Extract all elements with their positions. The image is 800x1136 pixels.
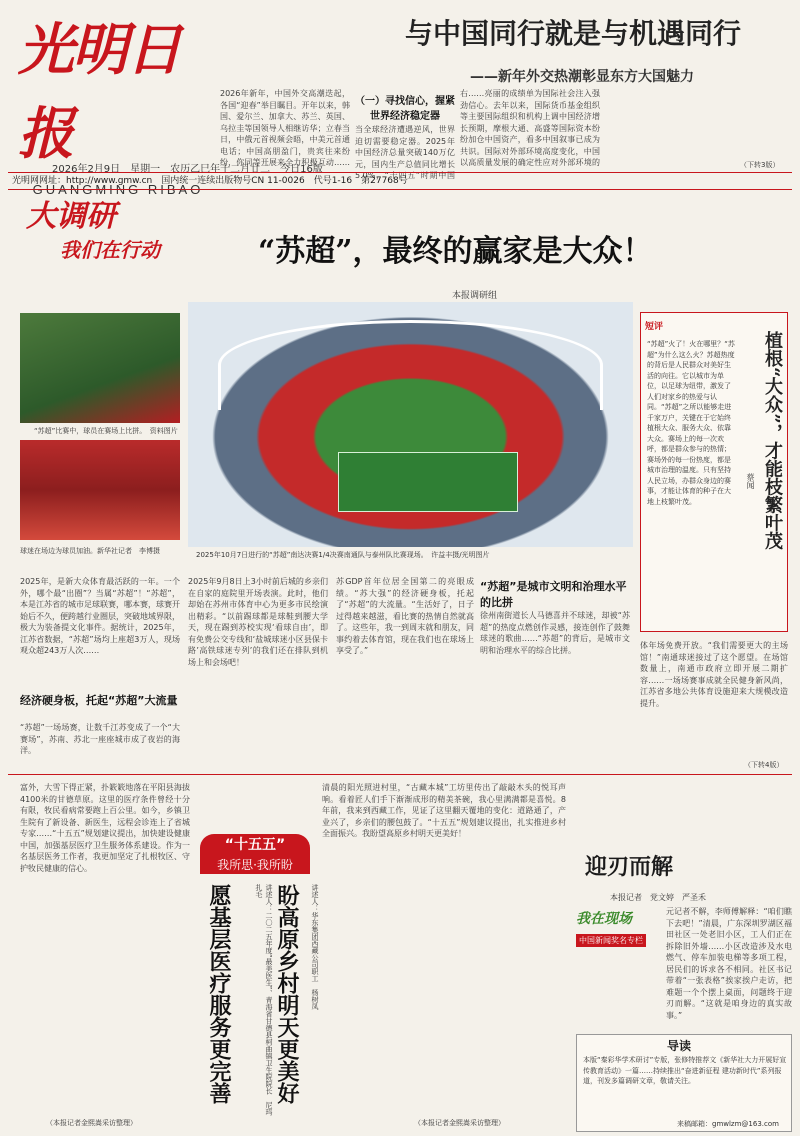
bottom-mid-credit: （本报记者金熙嵩采访整理）	[414, 1119, 505, 1127]
scene-badge-sub: 中国新闻奖名专栏	[576, 934, 646, 947]
date-line: 2026年2月9日 星期一 农历乙巳年十二月廿二 今日16版	[52, 164, 323, 175]
bottom-left-credit: （本报记者金熙嵩采访整理）	[46, 1119, 137, 1127]
bottom-left-text: 富外，大雪下得正紧，扑簌簌地落在平阳县海拔4100米的甘德草原。这里的医疗条件曾经十分有限，牧民看病常要跑上百公里。如今，乡镇卫生院有了新设备、新医生，远程会诊连上了省城专家……“十五五”规划建议提出，加快建设健康中国，加强基层医疗卫生服务体系建设。作为一名基层医务工作者，我更加坚定了扎根牧区、守护牧民健康的信心。	[20, 783, 190, 873]
section-divider	[8, 774, 792, 775]
main-story-col1b: “苏超”一场场赛，让数千江苏变成了一个“大赛场”，苏南、苏北一座座城市成了夜岩的海洋。	[20, 723, 180, 755]
main-story-col3: 苏GDP首年位居全国第二的亮眼成绩。“苏大强”的经济硬身板，托起了“苏超”的大流量。“生活好了，日子过得越来越滋，看比赛的热情自然就高了。这些年，我一到周末就和朋友，同事约着去体育馆，现在我们也在球场上享受了。”	[336, 577, 474, 655]
main-story-col4: 徐州南街道长人马德喜并不球迷，却被“苏超”的热度点燃创作灵感，接连创作了鼓舞球迷的歌曲……“苏超”的背后，是城市文明和治理水平的综合比拼。	[480, 611, 630, 655]
main-story-section-head2: “苏超”是城市文明和治理水平的比拼	[480, 580, 627, 609]
right-article-byline: 本报记者 党文婷 严圣禾	[610, 893, 706, 902]
main-story-continued: （下转4版）	[744, 761, 784, 769]
top-story-section-head: （一）寻找信心，握紧世界经济稳定器	[355, 96, 455, 122]
banner-line1: “十五五”	[200, 834, 310, 856]
top-subheadline: ——新年外交热潮彰显东方大国魅力	[470, 69, 694, 85]
photo-caption-left2: 球迷在场边为球员加油。新华社记者 李博摄	[20, 547, 160, 555]
article-a-author: 讲述人：二〇二五年度“最美医生”、青海省甘德县柯曲镇卫生院院长 尼玛扎毛	[255, 884, 273, 1116]
right-article-title[interactable]: 迎刃而解	[585, 854, 674, 880]
guide-title: 导读	[667, 1039, 692, 1053]
scene-badge-title: 我在现场	[576, 911, 632, 927]
photo-players	[20, 313, 180, 423]
main-story-col5: 体年场免费开放。“我们需要更大的主场馆！”南通球迷接过了这个愿望。在场馆数量上，南通市政府立即开展二期扩容……一场场赛事成就全民健身新风尚，江苏省多地公共体育设施迎来大规模改造提升。	[640, 641, 788, 708]
top-story-continued: （下转3版）	[740, 161, 780, 169]
commentary-author: 蔡闻	[746, 473, 755, 489]
main-story-title[interactable]: “苏超”，最终的赢家是大众！	[258, 234, 653, 269]
photo-fans	[20, 440, 180, 540]
feature-tag	[8, 200, 203, 270]
photo-caption-main: 2025年10月7日进行的“苏超”南达决赛1/4决赛南通队与泰州队比赛现场。 许益丰摄/光明图片	[196, 551, 490, 559]
top-story-col3: 右……亮丽的成绩单为国际社会注入强劲信心。去年以来，国际货币基金组织等主要国际组织和机构上调中国经济增长预期，摩根大通、高盛等国际资本纷纷加仓中国资产，看多中国叙事已成为共识。国际对外部环境高度变化，中国以高质量发展的确定性应对外部环境的	[460, 89, 600, 167]
fifteen-five-banner	[200, 834, 310, 874]
main-story-section-head1: 经济硬身板，托起“苏超”大流量	[20, 694, 178, 707]
top-story-col2	[355, 92, 455, 180]
stadium-pitch	[338, 452, 518, 512]
guide-text: 本版“秦彩华学术研讨”专版，张修特推荐文《新华社大力开展好宣传教育活动》一篇……持续推出“奋进新征程 建功新时代”系列报道，刊发多篇调研文章，敬请关注。	[583, 1056, 787, 1085]
scene-badge	[576, 908, 656, 945]
photo-stadium	[188, 302, 633, 547]
guide-email[interactable]: 来稿邮箱：gmwlzm@163.com	[677, 1120, 779, 1128]
commentary-tag: 短评	[645, 322, 664, 332]
commentary-text: “苏超”火了！火在哪里？“苏超”为什么这么火？苏超热度的背后是人民群众对美好生活的向往。它以城市为单位，以足球为纽带，激发了人们对家乡的热爱与认同。“苏超”之所以能够走进千家万户，关键在于它始终植根大众、服务大众、依靠大众。赛场上的每一次欢呼，都是群众参与的热情；赛场外的每一份热度，都是城市治理的温度。只有坚持人民立场，办群众身边的赛事，才能让体育的种子在大地上枝繁叶茂。	[647, 340, 735, 506]
logo-pinyin: GUANGMING RIBAO	[32, 182, 204, 197]
feature-tag-line2: 我们在行动	[60, 238, 160, 262]
article-a-title[interactable]: 愿基层医疗服务更完善	[206, 884, 232, 1104]
article-b-author: 讲述人：华东集团西藏公司职工 杨树凤	[311, 884, 319, 1010]
feature-tag-line1: 大调研	[26, 199, 116, 234]
main-story-col2: 2025年9月8日上3小时前后城的乡亲们在自家的庭院里开场表演。此时，他们却始在苏州市体育中心为更多市民绘演出精彩。“以前踢球都是球鞋到腰大学天，现在踢到苏校实现‘看球自由’，即有免费公交专线和‘盐城球迷小区县保卡路’高铁球迷专列’的我们还在排队到机场上和会场吧！	[188, 577, 328, 667]
main-story-byline: 本报调研组	[452, 291, 498, 301]
banner-line2: 我所思·我所盼	[200, 856, 310, 874]
top-headline[interactable]: 与中国同行就是与机遇同行	[405, 17, 742, 50]
bottom-mid-text: 清晨的阳光照进村里，“古藏本城”工坊里传出了敲敲木头的悦耳声响。看着匠人们手下渐渐成形的精美茶碗，我心里满满都是喜悦。8年前，我来到西藏工作，见证了这里翻天覆地的变化：道路通了，产业兴了，乡亲们的腰包鼓了。“十五五”规划建议提出，扎实推进乡村全面振兴。我盼望高原乡村明天更美好！	[322, 783, 566, 838]
guide-box	[576, 1034, 792, 1132]
info-bar: 光明网网址：http://www.gmw.cn 国内统一连续出版物号CN 11-0026 代号1-16 第27768号	[8, 172, 792, 190]
article-b-title[interactable]: 盼高原乡村明天更美好	[274, 884, 300, 1104]
commentary-title[interactable]: 植根“大众”，才能枝繁叶茂	[762, 331, 783, 550]
logo-text: 光明日报	[18, 17, 180, 167]
stadium-roof	[218, 320, 603, 410]
commentary-box	[640, 312, 788, 632]
top-story-col1: 2026年新年，中国外交高潮迭起，各国“迎春”举目瞩目。开年以来，韩国、爱尔兰、加拿大、苏兰、英国、乌拉圭等国领导人相继访华；立春当日，中俄元首视频会晤，中美元首通电话；中国高朋盈门，贵宾往来纷纷，你同等开展来全力积极互动……	[220, 89, 350, 167]
photo-caption-left1: “苏超”比赛中，球员在赛场上比拼。 资料图片	[34, 427, 178, 435]
main-story-col1: 2025年，是新大众体育最活跃的一年。一个外，哪个最“出圈”？当属“苏超”！“苏超”，本是江苏省的城市足球联赛，哪本赛，球赛开始后不久，便跨越行业圈层，突破地域界限，极大为装备提文化事件。据统计，2025年，江苏省数据，“苏超”场均上座超3万人，现场观众超243万人次……	[20, 577, 180, 655]
top-story-col2-text: 当全球经济遭遇逆风，世界迫切需要稳定器。2025年中国经济总量突破140万亿元，国内生产总值同比增长5.0%，“十四五”时期中国	[355, 125, 455, 180]
right-article-text: 元记者不解，李师傅解释：“咱们瞧下去吧！”清晨，广东深圳罗湖区福田社区一处老旧小区，工人们正在拆除旧外墙……小区改造涉及水电燃气、停车加装电梯等多项工程，居民们的诉求各不相同。社区书记带着“一张表格”挨家挨户走访，把难题一个个摆上桌面，问题终于迎刃而解。“这就是咱身边的真实故事。”	[666, 907, 792, 1020]
